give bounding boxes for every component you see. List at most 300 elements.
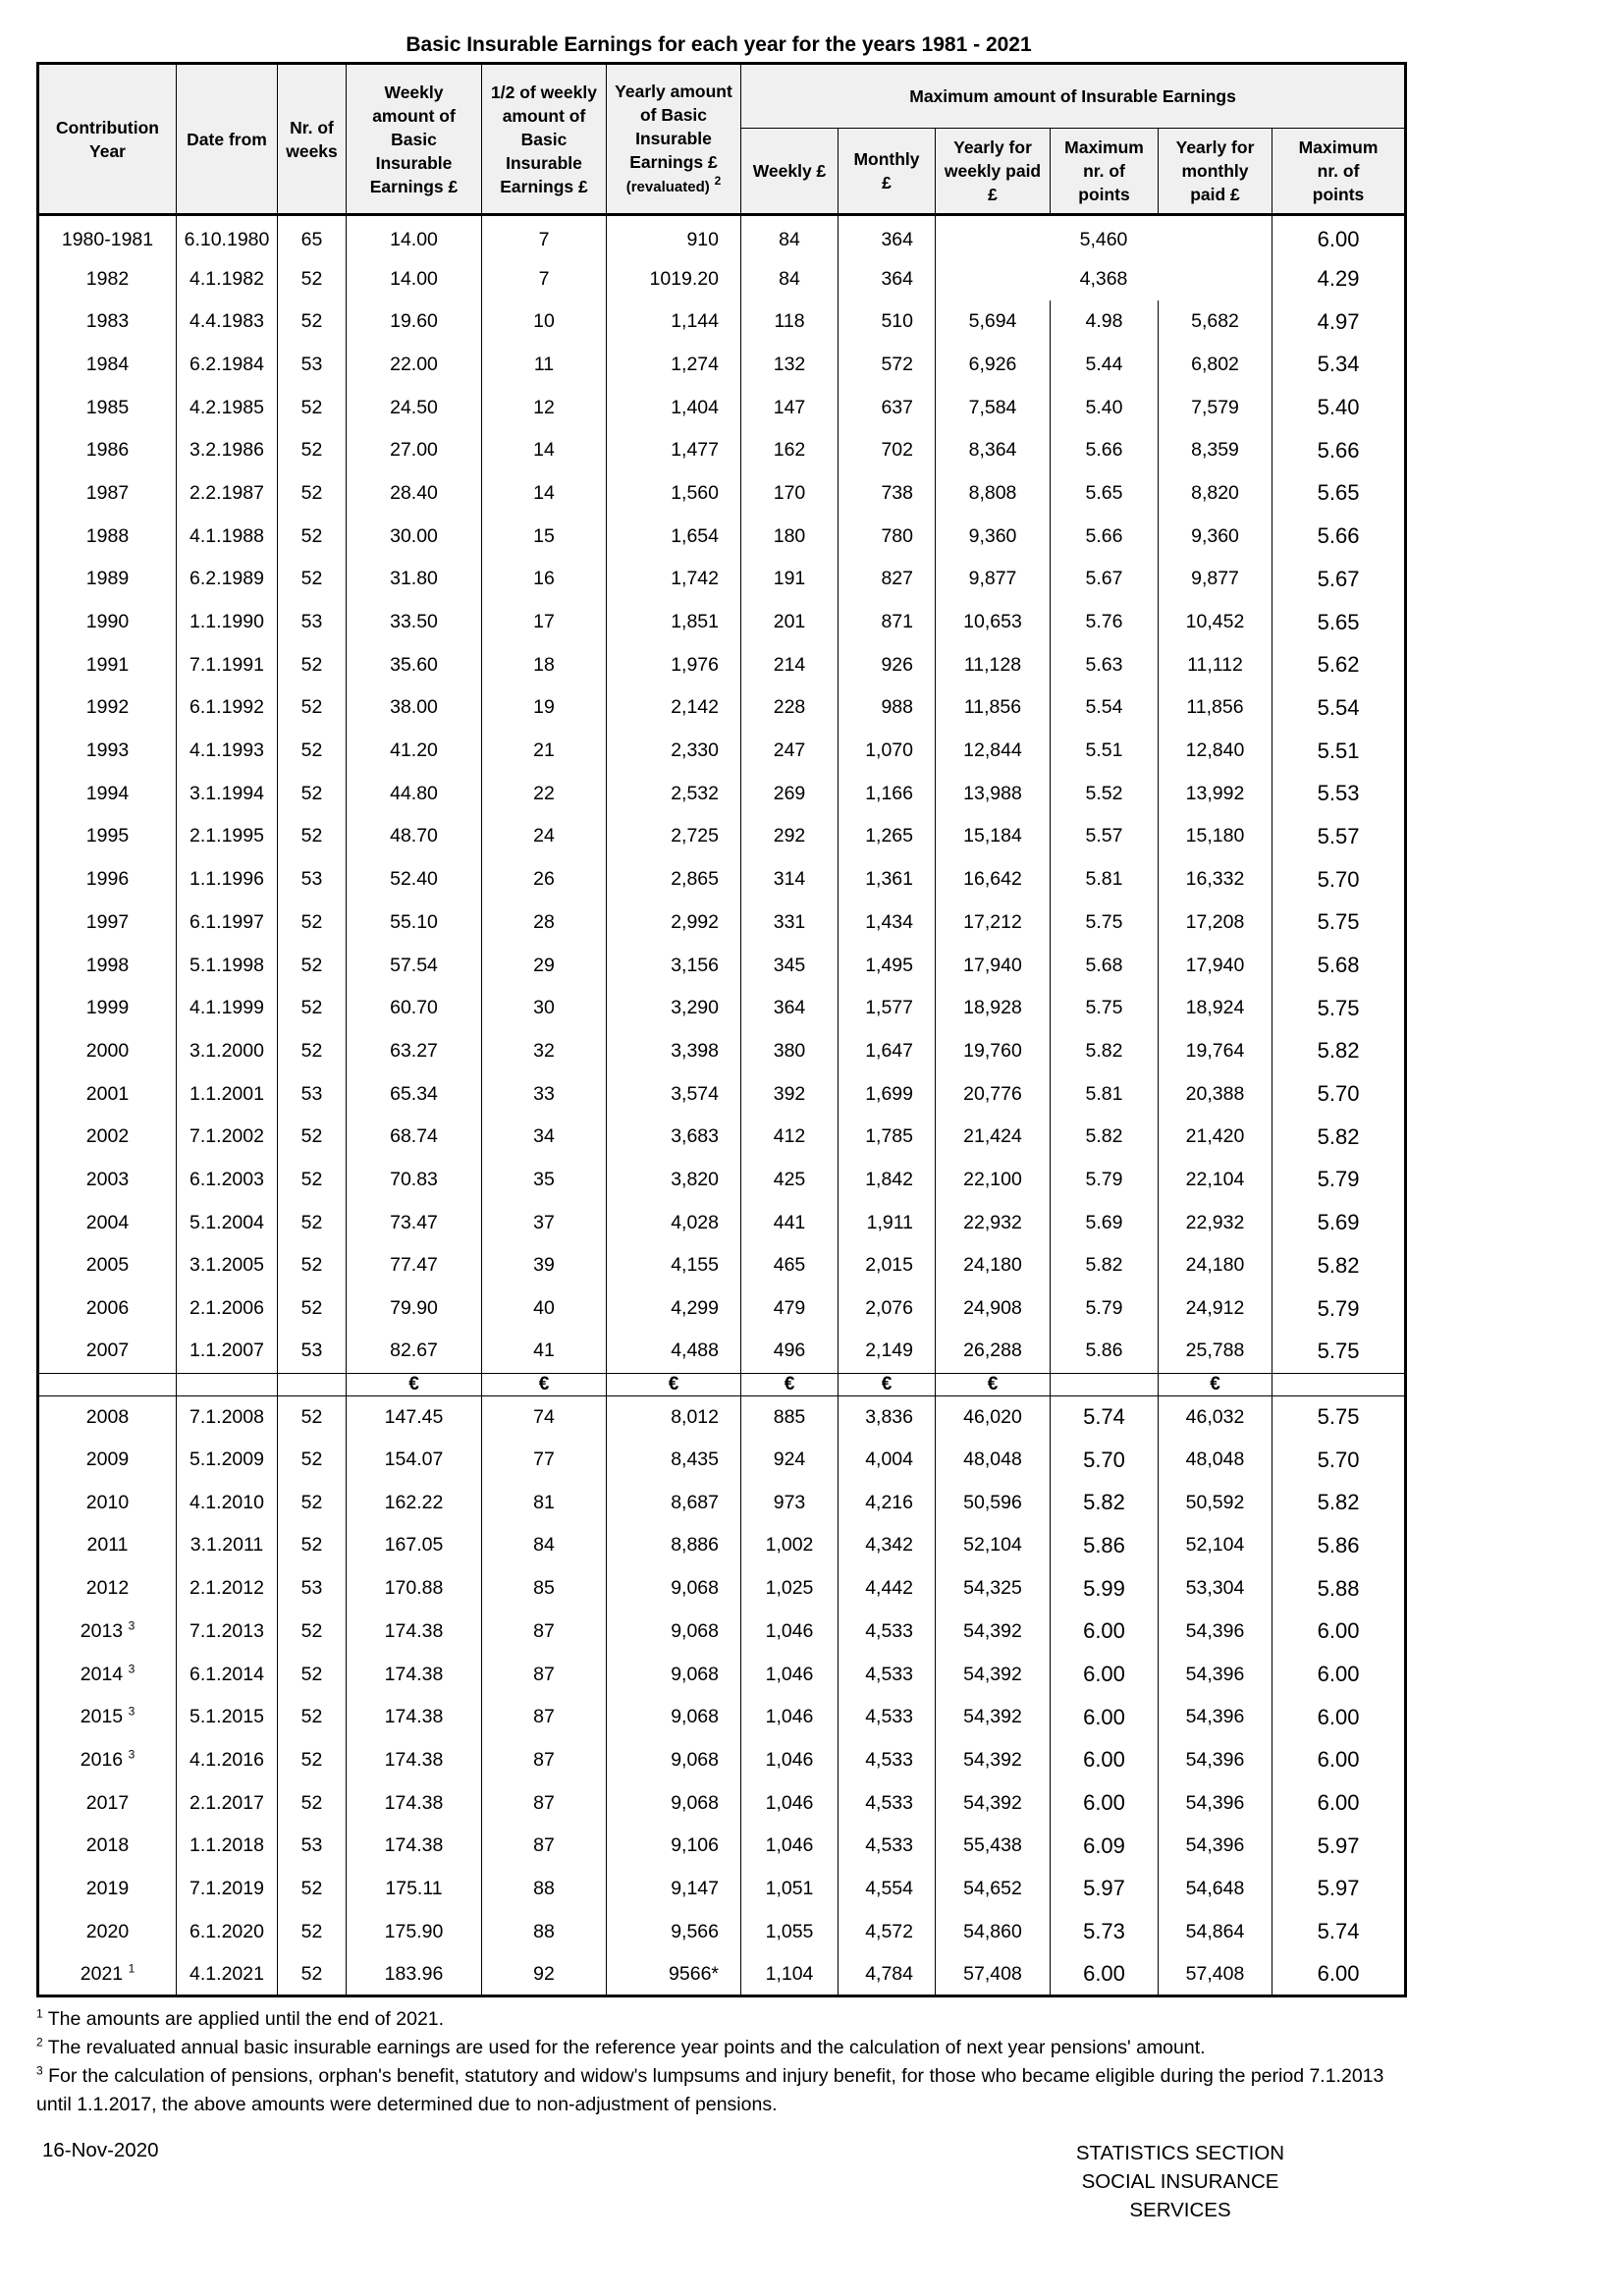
cell-yearly-monthly-paid-value: 5,682 bbox=[1191, 310, 1239, 333]
cell-weekly-amount-value: 48.70 bbox=[390, 825, 438, 847]
cell-nr-weeks-value: 53 bbox=[300, 868, 323, 891]
cell-year-value: 2009 bbox=[85, 1449, 130, 1471]
cell-yearly-weekly-paid bbox=[936, 301, 1051, 344]
cell-weekly-amount bbox=[347, 1159, 482, 1202]
cell-max-weekly bbox=[741, 944, 839, 987]
cell-max-points-2-value: 5.70 bbox=[1317, 1081, 1360, 1107]
cell-max-points-2-value: 5.82 bbox=[1317, 1123, 1360, 1149]
currency-cell bbox=[839, 1373, 936, 1395]
cell-yearly-weekly-paid bbox=[936, 472, 1051, 516]
cell-max-monthly-value: 738 bbox=[881, 481, 913, 504]
cell-yearly-amount-value: 1,274 bbox=[671, 353, 719, 375]
cell-date-from-value: 1.1.1990 bbox=[189, 611, 264, 633]
cell-date-from bbox=[177, 730, 278, 773]
year-footnote-mark: 3 bbox=[128, 1618, 135, 1633]
cell-max-points-2-value: 5.82 bbox=[1317, 1038, 1360, 1064]
cell-yearly-amount bbox=[607, 902, 741, 945]
cell-max-monthly-value: 988 bbox=[881, 696, 913, 719]
cell-half-weekly-value: 34 bbox=[533, 1125, 555, 1148]
cell-year bbox=[38, 1696, 177, 1739]
header-max-points-1: Maximum nr. of points bbox=[1051, 129, 1159, 215]
cell-max-points-1-value: 5.86 bbox=[1085, 1339, 1123, 1362]
cell-weekly-amount bbox=[347, 301, 482, 344]
cell-max-points-2 bbox=[1272, 987, 1406, 1030]
currency-cell bbox=[177, 1373, 278, 1395]
cell-yearly-weekly-paid bbox=[936, 1567, 1051, 1611]
cell-max-weekly-value: 191 bbox=[773, 568, 806, 590]
cell-year-value: 1991 bbox=[85, 653, 130, 676]
table-row bbox=[38, 515, 1406, 558]
cell-date-from-value: 6.10.1980 bbox=[184, 228, 270, 250]
cell-yearly-amount-value: 4,028 bbox=[671, 1211, 719, 1233]
cell-yearly-monthly-paid bbox=[1159, 429, 1272, 472]
cell-date-from bbox=[177, 301, 278, 344]
cell-date-from bbox=[177, 1868, 278, 1911]
cell-max-weekly bbox=[741, 1030, 839, 1073]
year-footnote-mark: 3 bbox=[128, 1662, 135, 1676]
cell-yearly-monthly-paid-value: 53,304 bbox=[1185, 1577, 1245, 1600]
cell-yearly-monthly-paid-value: 21,420 bbox=[1185, 1125, 1245, 1148]
cell-year-value: 2001 bbox=[85, 1082, 130, 1105]
cell-half-weekly-value: 7 bbox=[538, 228, 550, 250]
cell-yearly-amount-value: 2,532 bbox=[671, 782, 719, 804]
cell-max-monthly bbox=[839, 1567, 936, 1611]
cell-max-weekly-value: 392 bbox=[773, 1082, 806, 1105]
cell-max-points-1-value: 5.97 bbox=[1083, 1876, 1125, 1901]
cell-half-weekly bbox=[482, 1481, 607, 1524]
cell-max-monthly-value: 2,076 bbox=[865, 1297, 913, 1320]
cell-max-points-1-value: 5.82 bbox=[1085, 1254, 1123, 1277]
cell-nr-weeks bbox=[278, 1739, 347, 1782]
cell-weekly-amount-value: 44.80 bbox=[390, 782, 438, 804]
cell-max-points-2 bbox=[1272, 1244, 1406, 1287]
cell-date-from-value: 6.2.1984 bbox=[189, 353, 264, 375]
cell-yearly-amount-value: 9,068 bbox=[671, 1577, 719, 1600]
cell-year bbox=[38, 643, 177, 686]
cell-yearly-weekly-paid-value: 54,392 bbox=[963, 1663, 1022, 1685]
cell-yearly-weekly-paid bbox=[936, 944, 1051, 987]
cell-half-weekly bbox=[482, 1072, 607, 1116]
cell-half-weekly-value: 87 bbox=[533, 1834, 555, 1857]
cell-max-weekly bbox=[741, 215, 839, 258]
footnote-text: The revaluated annual basic insurable earnings are used for the reference year points and the calculation of next year pensions' amount. bbox=[47, 2037, 1206, 2058]
table-row bbox=[38, 429, 1406, 472]
cell-half-weekly-value: 88 bbox=[533, 1877, 555, 1899]
footer-date: 16-Nov-2020 bbox=[42, 2139, 159, 2161]
cell-half-weekly-value: 24 bbox=[533, 825, 555, 847]
cell-yearly-monthly-paid bbox=[1159, 1653, 1272, 1696]
cell-yearly-monthly-paid bbox=[1159, 344, 1272, 387]
cell-yearly-weekly-paid-value: 9,877 bbox=[968, 568, 1017, 590]
cell-max-monthly-value: 926 bbox=[881, 653, 913, 676]
header-nr-weeks: Nr. of weeks bbox=[278, 64, 347, 215]
cell-max-weekly bbox=[741, 1395, 839, 1439]
cell-nr-weeks bbox=[278, 301, 347, 344]
cell-max-monthly bbox=[839, 1030, 936, 1073]
cell-yearly-weekly-paid-value: 54,392 bbox=[963, 1619, 1022, 1642]
cell-yearly-amount bbox=[607, 772, 741, 815]
cell-date-from bbox=[177, 1739, 278, 1782]
cell-yearly-monthly-paid-value: 22,932 bbox=[1185, 1211, 1245, 1233]
table-row bbox=[38, 1953, 1406, 1996]
table-row bbox=[38, 1910, 1406, 1953]
cell-half-weekly-value: 14 bbox=[533, 481, 555, 504]
cell-yearly-amount bbox=[607, 1287, 741, 1331]
cell-weekly-amount-value: 65.34 bbox=[390, 1082, 438, 1105]
cell-weekly-amount-value: 174.38 bbox=[384, 1619, 444, 1642]
cell-max-points-1-value: 5.57 bbox=[1085, 825, 1123, 847]
cell-year-value: 2002 bbox=[85, 1125, 130, 1148]
cell-yearly-monthly-paid-value: 6,802 bbox=[1191, 353, 1239, 375]
cell-max-monthly bbox=[839, 1696, 936, 1739]
cell-half-weekly-value: 88 bbox=[533, 1920, 555, 1942]
cell-yearly-weekly-paid-value: 22,100 bbox=[963, 1168, 1022, 1190]
cell-date-from bbox=[177, 1611, 278, 1654]
cell-year-value: 2017 bbox=[85, 1791, 130, 1814]
cell-half-weekly bbox=[482, 858, 607, 902]
cell-max-points-2 bbox=[1272, 1868, 1406, 1911]
cell-max-monthly-value: 1,361 bbox=[865, 868, 913, 891]
cell-year-value: 2019 bbox=[85, 1877, 130, 1899]
cell-yearly-weekly-paid bbox=[936, 858, 1051, 902]
cell-year-value: 1998 bbox=[85, 954, 130, 976]
cell-yearly-monthly-paid bbox=[1159, 1739, 1272, 1782]
cell-max-weekly-value: 314 bbox=[773, 868, 806, 891]
cell-max-points-1 bbox=[1051, 1395, 1159, 1439]
cell-max-weekly-value: 441 bbox=[773, 1211, 806, 1233]
cell-yearly-monthly-paid-value: 9,877 bbox=[1191, 568, 1239, 590]
cell-yearly-weekly-paid bbox=[936, 601, 1051, 644]
currency-cell-value: € bbox=[1210, 1373, 1220, 1394]
cell-year bbox=[38, 815, 177, 858]
cell-max-monthly bbox=[839, 902, 936, 945]
cell-max-points-2 bbox=[1272, 686, 1406, 730]
cell-yearly-amount-value: 9,106 bbox=[671, 1834, 719, 1857]
cell-max-points-1 bbox=[1051, 344, 1159, 387]
cell-year bbox=[38, 1910, 177, 1953]
cell-weekly-amount bbox=[347, 515, 482, 558]
cell-yearly-monthly-paid bbox=[1159, 1825, 1272, 1868]
cell-weekly-amount bbox=[347, 944, 482, 987]
cell-yearly-weekly-paid bbox=[936, 815, 1051, 858]
cell-max-points-1 bbox=[1051, 1030, 1159, 1073]
cell-weekly-amount bbox=[347, 1287, 482, 1331]
table-row bbox=[38, 772, 1406, 815]
cell-yearly-weekly-paid-value: 8,364 bbox=[968, 439, 1017, 462]
cell-weekly-amount bbox=[347, 558, 482, 601]
cell-half-weekly bbox=[482, 429, 607, 472]
cell-max-monthly bbox=[839, 386, 936, 429]
cell-weekly-amount bbox=[347, 472, 482, 516]
cell-max-weekly bbox=[741, 558, 839, 601]
cell-year-value: 1992 bbox=[85, 696, 130, 719]
cell-yearly-monthly-paid bbox=[1159, 1287, 1272, 1331]
cell-yearly-weekly-paid-value: 46,020 bbox=[963, 1405, 1022, 1428]
cell-max-monthly-value: 4,533 bbox=[865, 1706, 913, 1728]
cell-yearly-monthly-paid bbox=[1159, 1910, 1272, 1953]
cell-date-from-value: 4.1.1993 bbox=[189, 739, 264, 762]
cell-yearly-monthly-paid-value: 54,396 bbox=[1185, 1663, 1245, 1685]
cell-date-from bbox=[177, 601, 278, 644]
cell-max-weekly-value: 479 bbox=[773, 1297, 806, 1320]
cell-yearly-amount-value: 2,992 bbox=[671, 910, 719, 933]
cell-max-points-2-value: 5.54 bbox=[1317, 694, 1360, 720]
cell-yearly-amount-value: 9,068 bbox=[671, 1706, 719, 1728]
cell-half-weekly-value: 87 bbox=[533, 1619, 555, 1642]
cell-max-points-1 bbox=[1051, 558, 1159, 601]
cell-yearly-amount-value: 4,299 bbox=[671, 1297, 719, 1320]
cell-year-value: 1996 bbox=[85, 868, 130, 891]
cell-max-weekly bbox=[741, 686, 839, 730]
cell-weekly-amount bbox=[347, 1481, 482, 1524]
cell-half-weekly bbox=[482, 1030, 607, 1073]
table-row bbox=[38, 558, 1406, 601]
cell-max-points-2-value: 5.51 bbox=[1317, 738, 1360, 763]
cell-max-points-1-value: 5.40 bbox=[1085, 396, 1123, 418]
cell-yearly-weekly-paid-value: 5,694 bbox=[968, 310, 1017, 333]
cell-yearly-amount bbox=[607, 643, 741, 686]
cell-max-weekly-value: 1,046 bbox=[765, 1706, 814, 1728]
cell-year bbox=[38, 1072, 177, 1116]
cell-year bbox=[38, 601, 177, 644]
cell-weekly-amount bbox=[347, 1116, 482, 1159]
cell-max-points-1-value: 6.09 bbox=[1083, 1832, 1125, 1858]
cell-year bbox=[38, 858, 177, 902]
cell-weekly-amount-value: 63.27 bbox=[390, 1039, 438, 1062]
cell-max-points-1 bbox=[1051, 429, 1159, 472]
cell-nr-weeks bbox=[278, 772, 347, 815]
cell-max-monthly bbox=[839, 1439, 936, 1482]
cell-yearly-monthly-paid bbox=[1159, 1330, 1272, 1373]
cell-max-points-1 bbox=[1051, 1953, 1159, 1996]
cell-yearly-weekly-paid-value: 17,212 bbox=[963, 910, 1022, 933]
cell-nr-weeks-value: 52 bbox=[300, 524, 323, 547]
cell-max-points-2 bbox=[1272, 386, 1406, 429]
cell-date-from-value: 7.1.1991 bbox=[189, 653, 264, 676]
cell-max-weekly-value: 228 bbox=[773, 696, 806, 719]
cell-date-from bbox=[177, 944, 278, 987]
table-row bbox=[38, 643, 1406, 686]
cell-weekly-amount-value: 68.74 bbox=[390, 1125, 438, 1148]
cell-max-points-1-value: 5.51 bbox=[1085, 739, 1123, 762]
cell-weekly-amount bbox=[347, 1030, 482, 1073]
cell-year-value: 2010 bbox=[85, 1491, 130, 1513]
cell-nr-weeks bbox=[278, 429, 347, 472]
cell-nr-weeks bbox=[278, 1781, 347, 1825]
cell-yearly-weekly-paid-value: 22,932 bbox=[963, 1211, 1022, 1233]
cell-date-from-value: 2.1.2006 bbox=[189, 1297, 264, 1320]
cell-half-weekly-value: 87 bbox=[533, 1663, 555, 1685]
footnote-mark: 2 bbox=[36, 2035, 43, 2050]
cell-max-points-1-value: 5.76 bbox=[1085, 611, 1123, 633]
cell-max-weekly bbox=[741, 1781, 839, 1825]
cell-max-points-2 bbox=[1272, 1287, 1406, 1331]
cell-yearly-monthly-paid-value: 11,856 bbox=[1186, 696, 1244, 719]
cell-year-value: 2005 bbox=[85, 1254, 130, 1277]
cell-yearly-monthly-paid bbox=[1159, 1524, 1272, 1567]
cell-max-points-1 bbox=[1051, 1116, 1159, 1159]
cell-max-points-2 bbox=[1272, 730, 1406, 773]
cell-weekly-amount bbox=[347, 987, 482, 1030]
cell-yearly-monthly-paid bbox=[1159, 601, 1272, 644]
cell-date-from-value: 3.1.2000 bbox=[189, 1039, 264, 1062]
footnote-mark: 1 bbox=[36, 2006, 43, 2021]
cell-yearly-weekly-paid bbox=[936, 1868, 1051, 1911]
cell-half-weekly bbox=[482, 1116, 607, 1159]
cell-yearly-monthly-paid bbox=[1159, 1439, 1272, 1482]
header-weekly-amount: Weekly amount of Basic Insurable Earnings £ bbox=[347, 64, 482, 215]
cell-max-weekly bbox=[741, 1739, 839, 1782]
cell-yearly-weekly-paid bbox=[936, 344, 1051, 387]
cell-max-monthly bbox=[839, 301, 936, 344]
cell-year bbox=[38, 902, 177, 945]
cell-date-from-value: 5.1.1998 bbox=[189, 954, 264, 976]
cell-weekly-amount bbox=[347, 1330, 482, 1373]
table-row bbox=[38, 858, 1406, 902]
cell-date-from-value: 4.1.2010 bbox=[189, 1491, 264, 1513]
cell-yearly-amount-value: 4,488 bbox=[671, 1339, 719, 1362]
cell-weekly-amount-value: 35.60 bbox=[390, 653, 438, 676]
table-row bbox=[38, 1244, 1406, 1287]
cell-date-from bbox=[177, 1953, 278, 1996]
cell-max-points-1-value: 5.70 bbox=[1083, 1447, 1125, 1472]
cell-yearly-amount-value: 9,068 bbox=[671, 1791, 719, 1814]
cell-yearly-monthly-paid bbox=[1159, 686, 1272, 730]
cell-yearly-monthly-paid-value: 13,992 bbox=[1185, 782, 1245, 804]
cell-max-monthly-value: 4,554 bbox=[865, 1877, 913, 1899]
cell-weekly-amount-value: 57.54 bbox=[390, 954, 438, 976]
cell-max-points-2-value: 5.34 bbox=[1317, 352, 1360, 377]
cell-yearly-amount-value: 1,654 bbox=[671, 524, 719, 547]
cell-max-monthly-value: 2,015 bbox=[865, 1254, 913, 1277]
cell-yearly-monthly-paid bbox=[1159, 515, 1272, 558]
cell-max-weekly-value: 84 bbox=[779, 267, 800, 290]
cell-weekly-amount-value: 79.90 bbox=[390, 1297, 438, 1320]
cell-half-weekly-value: 29 bbox=[533, 954, 555, 976]
cell-yearly-monthly-paid-value: 9,360 bbox=[1191, 524, 1239, 547]
cell-yearly-monthly-paid bbox=[1159, 772, 1272, 815]
cell-yearly-weekly-paid bbox=[936, 1524, 1051, 1567]
cell-max-points-1 bbox=[1051, 686, 1159, 730]
header-max-points-2: Maximum nr. of points bbox=[1272, 129, 1406, 215]
cell-max-monthly bbox=[839, 1201, 936, 1244]
cell-yearly-amount-value: 1,742 bbox=[671, 568, 719, 590]
footnote-text: For the calculation of pensions, orphan's benefit, statutory and widow's lumpsums and injury benefit, for those who became eligible during the period 7.1.2013 until 1.1.2017, the above amounts were determined due to non-adjustment of pensions. bbox=[36, 2065, 1384, 2115]
cell-weekly-amount bbox=[347, 1611, 482, 1654]
cell-date-from-value: 7.1.2013 bbox=[189, 1619, 264, 1642]
cell-yearly-amount bbox=[607, 1072, 741, 1116]
footer-org-line1: STATISTICS SECTION bbox=[1075, 2142, 1285, 2164]
header-half-weekly: 1/2 of weekly amount of Basic Insurable Earnings £ bbox=[482, 64, 607, 215]
header-yearly-amount-label: Yearly amount of Basic Insurable Earnings £ bbox=[615, 81, 732, 172]
cell-max-points-1-value: 5.63 bbox=[1085, 653, 1123, 676]
cell-half-weekly-value: 41 bbox=[533, 1339, 555, 1362]
cell-year-value: 2007 bbox=[85, 1339, 130, 1362]
cell-yearly-monthly-paid-value: 50,592 bbox=[1185, 1491, 1245, 1513]
cell-max-monthly bbox=[839, 1524, 936, 1567]
cell-date-from bbox=[177, 1653, 278, 1696]
cell-max-monthly-value: 702 bbox=[881, 439, 913, 462]
cell-max-weekly-value: 345 bbox=[773, 954, 806, 976]
table-row bbox=[38, 386, 1406, 429]
header-revaluated-note: 2 bbox=[714, 173, 722, 188]
cell-nr-weeks bbox=[278, 1825, 347, 1868]
cell-yearly-amount-value: 2,725 bbox=[671, 825, 719, 847]
cell-date-from-value: 3.2.1986 bbox=[189, 439, 264, 462]
cell-date-from-value: 6.1.2014 bbox=[189, 1663, 264, 1685]
cell-nr-weeks bbox=[278, 944, 347, 987]
cell-yearly-monthly-paid-value: 22,104 bbox=[1185, 1168, 1245, 1190]
cell-yearly-weekly-paid-value: 8,808 bbox=[968, 481, 1017, 504]
cell-max-points-1-value: 5.54 bbox=[1085, 696, 1123, 719]
cell-yearly-monthly-paid-value: 24,912 bbox=[1185, 1297, 1245, 1320]
table-row bbox=[38, 1159, 1406, 1202]
cell-date-from-value: 4.1.2021 bbox=[189, 1962, 264, 1985]
cell-max-points-1 bbox=[1051, 1868, 1159, 1911]
cell-yearly-weekly-paid bbox=[936, 1201, 1051, 1244]
cell-max-monthly bbox=[839, 772, 936, 815]
cell-yearly-amount bbox=[607, 730, 741, 773]
cell-max-points-1 bbox=[1051, 1653, 1159, 1696]
cell-max-weekly-value: 1,046 bbox=[765, 1663, 814, 1685]
cell-half-weekly bbox=[482, 558, 607, 601]
cell-yearly-amount-value: 3,398 bbox=[671, 1039, 719, 1062]
cell-max-points-2-value: 5.57 bbox=[1317, 823, 1360, 848]
cell-max-points-1 bbox=[1051, 1910, 1159, 1953]
cell-max-weekly bbox=[741, 1696, 839, 1739]
cell-max-points-2-value: 5.70 bbox=[1317, 1447, 1360, 1472]
cell-year-value: 2008 bbox=[85, 1405, 130, 1428]
cell-max-weekly bbox=[741, 1953, 839, 1996]
cell-max-points-1 bbox=[1051, 772, 1159, 815]
cell-max-points-2-value: 5.75 bbox=[1317, 995, 1360, 1020]
cell-nr-weeks bbox=[278, 1330, 347, 1373]
cell-yearly-monthly-paid bbox=[1159, 1567, 1272, 1611]
cell-weekly-amount bbox=[347, 1825, 482, 1868]
cell-yearly-weekly-paid bbox=[936, 1611, 1051, 1654]
cell-yearly-weekly-paid-value: 18,928 bbox=[963, 997, 1022, 1019]
cell-yearly-monthly-paid bbox=[1159, 1201, 1272, 1244]
cell-half-weekly bbox=[482, 1330, 607, 1373]
cell-year bbox=[38, 1953, 177, 1996]
cell-max-points-2 bbox=[1272, 643, 1406, 686]
cell-nr-weeks-value: 52 bbox=[300, 825, 323, 847]
cell-max-weekly bbox=[741, 1524, 839, 1567]
cell-nr-weeks bbox=[278, 858, 347, 902]
cell-max-points-2 bbox=[1272, 1330, 1406, 1373]
cell-yearly-amount bbox=[607, 1567, 741, 1611]
cell-date-from-value: 3.1.1994 bbox=[189, 782, 264, 804]
cell-weekly-amount bbox=[347, 601, 482, 644]
cell-yearly-amount-value: 8,012 bbox=[671, 1405, 719, 1428]
cell-max-points-1 bbox=[1051, 1696, 1159, 1739]
cell-max-points-2-value: 5.62 bbox=[1317, 652, 1360, 678]
cell-max-points-1 bbox=[1051, 1524, 1159, 1567]
cell-max-points-2-value: 5.53 bbox=[1317, 781, 1360, 806]
cell-max-weekly bbox=[741, 344, 839, 387]
cell-date-from bbox=[177, 429, 278, 472]
cell-yearly-monthly-paid-value: 54,864 bbox=[1185, 1920, 1245, 1942]
cell-half-weekly bbox=[482, 987, 607, 1030]
cell-yearly-monthly-paid-value: 19,764 bbox=[1185, 1039, 1245, 1062]
cell-yearly-weekly-paid-value: 9,360 bbox=[968, 524, 1017, 547]
cell-half-weekly-value: 35 bbox=[533, 1168, 555, 1190]
cell-weekly-amount-value: 14.00 bbox=[390, 228, 438, 250]
currency-cell-value: € bbox=[987, 1373, 999, 1394]
header-date-from: Date from bbox=[177, 64, 278, 215]
cell-date-from bbox=[177, 1287, 278, 1331]
cell-yearly-monthly-paid-value: 18,924 bbox=[1185, 997, 1245, 1019]
